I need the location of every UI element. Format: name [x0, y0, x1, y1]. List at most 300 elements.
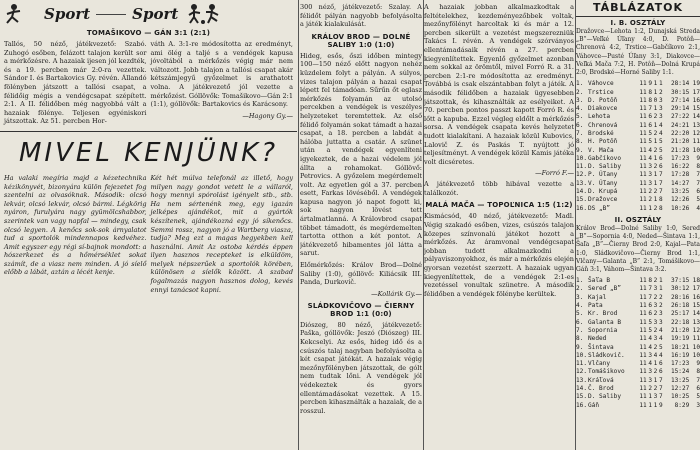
standings-cell: 1	[653, 154, 658, 162]
mala-title: MALÁ MAČA — TOPOĽNICA 1:5 (1:2)	[425, 201, 573, 210]
standings-cell: 5	[658, 343, 663, 351]
standings-cell: 11	[639, 138, 647, 146]
kralov-title: KRÁLOV BROD — DOLNÉ SALIBY 1:0 (1:0)	[311, 32, 411, 49]
standings-cell: Kr. Brod	[588, 310, 618, 318]
standings-cell: 11	[639, 285, 647, 293]
runner-icon	[4, 3, 38, 25]
standings-cell: 13:25	[670, 188, 690, 196]
standings-cell: 2	[658, 302, 663, 310]
tomasikovo-body	[0, 40, 297, 129]
standings-cell: 8	[696, 163, 700, 171]
standings-cell: 7	[658, 376, 663, 384]
standings-cell: 9.	[576, 146, 584, 154]
standings-cell: 11	[639, 277, 647, 285]
standings-cell: Č. Brod	[588, 385, 614, 393]
standings-cell: 12:26	[670, 196, 690, 204]
standings-cell: 4	[658, 130, 663, 137]
standings-cell: 8	[658, 204, 663, 212]
mivel-body	[0, 174, 297, 297]
standings-row	[576, 89, 700, 97]
standings-cell: 11	[639, 146, 647, 154]
kralov-body: Hideg, esős, őszi időben mintegy 100—150 néző előtt nagyon nehéz küzdelem folyt a pályán. A súlyos, vizes talajon pályán a hazai csapat lépett fel támadóan. Sűrűn őt eglasz mérkőzés folyamán az utolsó percekben a vendégek is veszélyes helyzeteket teremtettek. Az első félidő folyamán sokat támadt a hazai csapat, a 18. percben a labdát a hálóba juttatta a csatár. A szünet után a vendégek egyenlíteni igyekeztek, de a hazai védelem jól állta a rohamokat. Góllövő: Petrovics. A győzelem megérdemelt volt. Az egyetlen gól a 37. percben esett, Farkas lövéséből. A vendégek kapusa nagyon jó napot fogott ki, sok nagyon lövést tett ártalmatlanná. A Královbrod csapat többet támadott, és megérdemelten tartotta otthon a két pontot. A játékvezető hibamentes jól látta a sarut.	[300, 51, 422, 258]
standings-cell: 3	[658, 310, 663, 318]
standings-cell: 11	[639, 401, 647, 409]
sladkovicovo-title: SLÁDKOVIČOVO — ČIERNY BROD 1:1 (0:0)	[307, 301, 415, 318]
hazaiak-signature: —Forró F.—	[535, 169, 574, 178]
standings-cell: 1	[653, 171, 658, 179]
standings-cell: 11	[639, 105, 647, 113]
standings-cell: Pata	[588, 302, 603, 310]
standings-cell: 2	[653, 130, 658, 137]
standings-cell: 8	[696, 368, 700, 376]
standings-title: TÁBLÁZATOK	[592, 1, 684, 14]
standings-cell: 3	[658, 105, 663, 113]
tomasikovo-text-right: váth A. 3:1-re módosította az eredményt, ami ölég a taljé s a vendégek kapusa jóvoltából a mérkőzés végig már nem változott. Jobb talajon a tallósi csapat akár kétszámjegyű győzelmet is arathatott volna. A játékvezető jól vezette a mérkőzést. Góllövők: Tomašikovo—Gán 2:1 (1:1), góllövők: Bartakovics és Karácsony.	[150, 40, 293, 109]
standings-cell: 15.	[576, 393, 588, 401]
standings-row	[576, 344, 700, 352]
standings-cell: 1	[648, 393, 652, 401]
standings-cell: 7.	[576, 130, 584, 137]
column-rule	[298, 0, 299, 450]
standings-cell: 13	[692, 318, 700, 326]
standings-cell: H. Potôň	[588, 138, 618, 146]
standings-cell: 2	[648, 188, 652, 196]
standings-cell: 1	[653, 360, 658, 368]
standings-cell: 1.	[576, 277, 584, 285]
standings-cell: 1	[653, 80, 658, 88]
div1-results: Dražovce—Lehota 1:2, Dunajská Streda „B”—Veľké Úľany 4:0, D. Potôň—Chrenová 4:2, Trstice—Gabčíkovo 2:1, Váhovce—Pusté Úľany 3:1, Diakovce—Veľká Mača 7:2, H. Potôň—Dolná Krupá 2:0, Brodské—Horné Saliby 1:1.	[576, 28, 700, 77]
standings-cell: 14.	[576, 385, 588, 393]
standings-row	[576, 285, 700, 293]
standings-cell: 27:22	[670, 113, 690, 121]
standings-cell: 6	[696, 385, 700, 393]
standings-cell: 10.	[576, 154, 588, 162]
standings-cell: 16	[692, 96, 700, 104]
div2-table	[576, 277, 700, 410]
standings-cell: 4	[658, 335, 663, 343]
standings-cell: 6	[648, 113, 652, 121]
standings-cell: 4	[658, 351, 663, 359]
standings-cell: 19	[692, 80, 700, 88]
standings-cell: 7	[658, 393, 663, 401]
standings-cell: 11	[639, 335, 647, 343]
standings-cell: 11	[639, 293, 647, 301]
standings-cell: 10.	[576, 351, 588, 359]
standings-cell: 10	[692, 343, 700, 351]
standings-cell: 3	[653, 318, 658, 326]
standings-cell: Gáň	[588, 401, 600, 409]
standings-cell: 7.	[576, 326, 584, 334]
standings-cell: Brodské	[588, 130, 614, 137]
standings-cell: 10:26	[670, 204, 690, 212]
standings-cell: 2	[653, 343, 658, 351]
standings-cell: Dražovce	[588, 196, 618, 204]
standings-cell: 5	[648, 130, 652, 137]
tomasikovo-title: TOMAŠIKOVO — GÁN 3:1 (2:1)	[86, 29, 211, 37]
standings-cell: 2	[653, 163, 658, 171]
standings-cell: 16.	[576, 204, 588, 212]
standings-cell: 21:28	[670, 146, 690, 154]
standings-cell: 14	[692, 310, 700, 318]
standings-row	[576, 147, 700, 155]
standings-row	[576, 310, 700, 318]
standings-cell: 2	[653, 385, 658, 393]
div2-title: II. OSZTÁLY	[614, 215, 662, 224]
standings-row	[576, 327, 700, 335]
div1-table	[576, 80, 700, 213]
standings-cell: 2	[658, 88, 663, 96]
standings-row	[576, 171, 700, 179]
standings-cell: 14.	[576, 188, 588, 196]
standings-cell: 2	[653, 277, 658, 285]
standings-cell: 7	[658, 385, 663, 393]
standings-cell: 3	[658, 96, 663, 104]
standings-cell: 14:27	[670, 179, 690, 187]
standings-cell: 7	[658, 179, 663, 187]
standings-cell: 18	[692, 277, 700, 285]
standings-cell: Vlčany	[588, 360, 611, 368]
standings-divider	[576, 16, 700, 17]
standings-cell: 17:23	[670, 154, 690, 162]
standings-cell: 2	[653, 188, 658, 196]
standings-cell: 3.	[576, 96, 584, 104]
standings-cell: Sopornia	[588, 326, 618, 334]
tomasikovo-signature: —Hagony Gy.—	[242, 111, 293, 120]
standings-cell: 9	[696, 154, 700, 162]
standings-cell: 11	[639, 154, 647, 162]
standings-cell: 14	[692, 113, 700, 121]
sport-header	[0, 0, 297, 25]
standings-cell: 11	[639, 80, 647, 88]
standings-cell: 11	[639, 385, 647, 393]
standings-cell: 11	[639, 310, 647, 318]
standings-cell: 10:25	[670, 393, 690, 401]
standings-cell: Chrenová	[588, 121, 618, 129]
standings-cell: 1.	[576, 80, 584, 88]
standings-cell: 21:20	[670, 138, 690, 146]
standings-cell: V. Úľany	[588, 179, 618, 187]
standings-cell: 2.	[576, 285, 584, 293]
standings-cell: Šaľa B	[588, 277, 611, 285]
standings-cell: 1	[653, 179, 658, 187]
standings-cell: 1	[653, 88, 658, 96]
standings-cell: 11	[639, 188, 647, 196]
standings-cell: 2	[653, 113, 658, 121]
standings-cell: 7	[658, 171, 663, 179]
standings-cell: 2	[648, 196, 652, 204]
standings-row	[576, 319, 700, 327]
standings-cell: 11	[639, 121, 647, 129]
standings-cell: 6	[648, 310, 652, 318]
standings-cell: Neded	[588, 335, 607, 343]
standings-cell: 11	[639, 179, 647, 187]
standings-cell: 19:19	[670, 335, 690, 343]
standings-cell: 1	[653, 401, 658, 409]
standings-cell: 4.	[576, 105, 584, 113]
standings-cell: 17:23	[670, 360, 690, 368]
standings-cell: 7	[648, 105, 652, 113]
standings-cell: 4	[648, 146, 652, 154]
standings-row	[576, 385, 700, 393]
standings-cell: 6	[658, 154, 663, 162]
standings-row	[576, 138, 700, 146]
standings-cell: 13.	[576, 179, 588, 187]
sladkovicovo-body: Diószeg, 80 néző, játékvezető: Paška, góllövők: Jeszó (Diószeg) III. Kekcselyi. Az esős, hideg idő és a csúszós talaj nagyban befolyásolta a két csapat játékát. A hazaiak végig mezőnyfölényben játszottak, de gólt nem tudtak lőni. A vendégek jól védekeztek és gyors ellentámadásokat vezettek. A 15. percben kihasználták a hazaiak, de a rosszul.	[300, 320, 422, 415]
standings-cell: 3	[653, 302, 658, 310]
standings-cell: V. Mača	[588, 146, 614, 154]
standings-cell: 15	[692, 302, 700, 310]
standings-cell: 6	[658, 368, 663, 376]
standings-cell: 11	[639, 326, 647, 334]
standings-cell: 16:22	[670, 163, 690, 171]
standings-cell: 7	[648, 285, 652, 293]
standings-cell: Gabčíkovo	[588, 154, 622, 162]
standings-cell: 17	[692, 88, 700, 96]
standings-row	[576, 377, 700, 385]
standings-cell: D. Saliby	[588, 393, 622, 401]
kralov-lineup: Előmérkőzés: Králov Brod—Dolné Saliby (1:0), góllövő: Kiliácsik III. Panda, Durkovič.	[300, 261, 422, 287]
standings-cell: 6.	[576, 318, 584, 326]
kralov-signature: —Kollárik Gy.—	[371, 289, 422, 298]
standings-cell: 16.	[576, 401, 588, 409]
standings-row	[576, 352, 700, 360]
standings-cell: 11	[639, 204, 647, 212]
standings-cell: 3	[653, 335, 658, 343]
standings-cell: 30:12	[670, 285, 690, 293]
standings-cell: 22:18	[670, 318, 690, 326]
standings-cell: 1	[658, 80, 663, 88]
standings-cell: 11	[639, 368, 647, 376]
standings-cell: Kráľová	[588, 376, 614, 384]
standings-cell: 8	[658, 196, 663, 204]
standings-cell: 7	[658, 188, 663, 196]
standings-cell: 12	[692, 130, 700, 137]
standings-cell: 10	[692, 351, 700, 359]
standings-cell: 9	[658, 401, 663, 409]
standings-cell: 5.	[576, 310, 584, 318]
standings-cell: 12:27	[670, 385, 690, 393]
standings-cell: 2	[658, 293, 663, 301]
standings-cell: 5	[658, 138, 663, 146]
standings-cell: 5.	[576, 113, 584, 121]
standings-cell: 11	[639, 113, 647, 121]
standings-cell: 29:14	[670, 105, 690, 113]
standings-cell: 11	[639, 343, 647, 351]
standings-row	[576, 97, 700, 105]
standings-cell: 17:28	[670, 171, 690, 179]
standings-row	[576, 335, 700, 343]
standings-cell: 3	[648, 163, 652, 171]
standings-cell: 11	[639, 96, 647, 104]
standings-cell: 28:14	[670, 80, 690, 88]
standings-row	[576, 402, 700, 410]
standings-cell: Kajal	[588, 293, 607, 301]
standings-cell: 3	[648, 171, 652, 179]
standings-cell: 5	[648, 138, 652, 146]
standings-cell: D. Krupá	[588, 188, 618, 196]
standings-cell: 13	[692, 121, 700, 129]
standings-cell: 5	[696, 393, 700, 401]
standings-cell: 6	[696, 188, 700, 196]
standings-row	[576, 180, 700, 188]
standings-cell: 7	[648, 293, 652, 301]
standings-cell: 2	[653, 368, 658, 376]
standings-cell: Diakovce	[588, 105, 618, 113]
hazaiak-referee: A játékvezető több hibával vezette a találkozót.	[424, 180, 574, 197]
left-column	[0, 0, 297, 450]
standings-cell: 3	[648, 368, 652, 376]
standings-cell: 8	[648, 88, 652, 96]
mivel-title: MIVEL KENJÜNK?	[19, 137, 278, 168]
standings-cell: 3.	[576, 293, 584, 301]
standings-cell: 11	[639, 351, 647, 359]
standings-cell: 37:15	[670, 277, 690, 285]
standings-cell: 1	[653, 105, 658, 113]
standings-cell: 4.	[576, 302, 584, 310]
section-divider	[0, 131, 297, 132]
standings-cell: 1	[648, 204, 652, 212]
standings-cell: 21:20	[670, 326, 690, 334]
standings-cell: 2.	[576, 88, 584, 96]
standings-cell: 11.	[576, 163, 588, 171]
standings-column	[576, 0, 700, 450]
standings-cell: 10	[692, 146, 700, 154]
standings-cell: 16:19	[670, 351, 690, 359]
standings-cell: 15:24	[670, 368, 690, 376]
standings-cell: Tomášikovo	[588, 368, 625, 376]
standings-cell: 9	[648, 80, 652, 88]
standings-cell: 6	[648, 302, 652, 310]
standings-cell: 11	[639, 376, 647, 384]
standings-cell: 13:25	[670, 376, 690, 384]
standings-cell: 12.	[576, 368, 588, 376]
standings-row	[576, 205, 700, 213]
standings-cell: 17	[692, 285, 700, 293]
mala-body: Kismácsód, 40 néző, játékvezető: Madl. Végig szakadó esőben, vizes, csúszós talajon közepes színvonalú játékot hozott a mérkőzés. Az áramvonal vendégcsapat jobban tudott alkalmazkodni a pályaviszonyokhoz, és már a mérkőzés elején gyorsan vezetést szerzett. A hazaiak ugyan kiegyenlítettek, de a vendégek 2:1-es vezetéssel vonultak szünetre. A második félidőben a vendégek fölénybe kerültek.	[424, 212, 574, 298]
standings-cell: 4	[648, 154, 652, 162]
standings-row	[576, 368, 700, 376]
standings-cell: 9	[696, 360, 700, 368]
standings-cell: P. Úľany	[588, 171, 618, 179]
standings-cell: 3	[653, 393, 658, 401]
standings-cell: 13.	[576, 376, 588, 384]
kralov-intro: 300 néző, játékvezető: Szalay. A félidőt pályán nagyobb befolyásolta a játék kialakulását.	[300, 3, 422, 29]
standings-cell: 7	[696, 171, 700, 179]
standings-cell: 5	[648, 326, 652, 334]
standings-cell: 12	[692, 326, 700, 334]
standings-cell: 8.	[576, 335, 584, 343]
standings-cell: 4	[648, 335, 652, 343]
standings-cell: 11	[639, 130, 647, 137]
standings-cell: 16	[692, 293, 700, 301]
standings-cell: 2	[648, 385, 652, 393]
standings-cell: 1	[653, 121, 658, 129]
standings-row	[576, 80, 700, 88]
hazaiak-body: A hazaiak jobban alkalmazkodtak a feltételekhez, kezdeményezőbbek voltak, mezőnyfölényt harcoltak ki és már a 12. percben sikerült a vezetést megszerezniük Takács I. révén. A vendégek szórványos ellentámadásaik révén a 27. percben kiegyenlítettek. Egyenlő győzelmet azonban nem sokkal az örömtől, mivel Forró R. a 31. percben 2:1-re módosította az eredményt. Továbbá is csak elszántabban folyt a játék. A második félidőben a hazaiak ügyesebben játszottak, és kihasználták az esélyeiket. A 70. percben pontos passzt kapott Forró R. és lőtt a kapuba. Ezzel végleg eldőlt a mérkőzés sorsa. A vendégek csapata kevés helyzetet tudott kialakítani. A hazaiak közül Kubovics, Lalovič Z. és Paskás T. nyújtott jó teljesítményt. A vendégek közül Kamis játéka volt dicséretes.	[424, 3, 574, 166]
standings-cell: 12.	[576, 171, 588, 179]
standings-row	[576, 113, 700, 121]
standings-cell: 3	[696, 401, 700, 409]
standings-cell: 4	[696, 204, 700, 212]
standings-cell: 4	[653, 351, 658, 359]
standings-cell: 8	[648, 96, 652, 104]
standings-cell: 5	[696, 196, 700, 204]
mivel-text-left: Ha valaki megíria majd a kézetechnika kézikönyvét, bizonyára külön fejezetet fog szentelni az olvasóknak. Második: olcsó lekvár, olcsó lekvár, olcsó bármi. Légkörig nyáron, furulyára nagy gyümölcshabbor, szerintek van vagy napfal — mindegy, csak olcsó legyen. A kenőcs sok-sok árnyalatot tud a sportolók mindennapos kedvéhez. Amit egyszer egy régi sí-bajnok mondott: a hószerkezet és a hőmérséklet sokat számít, de a viasz nem minden. A jó síelő előbb a lábát, aztán a lécét kenje.	[4, 173, 147, 277]
standings-cell: 3	[658, 113, 663, 121]
sport-logo-right: Sport	[132, 5, 179, 23]
standings-cell: 24:21	[670, 121, 690, 129]
standings-cell: 3	[648, 376, 652, 384]
standings-cell: Šintava	[588, 343, 614, 351]
standings-cell: 2	[653, 293, 658, 301]
standings-cell: 8	[648, 277, 652, 285]
standings-row	[576, 393, 700, 401]
standings-cell: 1	[658, 285, 663, 293]
standings-cell: 30:15	[670, 88, 690, 96]
logo-divider	[96, 14, 126, 15]
standings-cell: 1	[658, 277, 663, 285]
standings-row	[576, 122, 700, 130]
standings-row	[576, 277, 700, 285]
standings-cell: 6.	[576, 121, 584, 129]
standings-row	[576, 294, 700, 302]
mivel-text-right: Két hét múlva telefonál az illető, hogy milyen nagy gondot vetett le a vállaról, hogy mennyi spórolást igényelt stb., stb. Ha nem sértenénk meg, egy igazán jelképes ajándékot, mit a gyártók készítenek, ajándékozná egy jó síkenőcs. Semmi rossz, nagyon jó a Wartberg viasza, tudja? Meg ezt a magas hegyekben kell használni. Amit Az ostoba kérdés éppen ilyen hasznos recepteket is elküldöm, melyek népszerűek a sportolók körében, különösen a síelők között. A szabad fogalmazás nagyon hasznos dolog, kevés ennyi tanácsot kapni.	[150, 173, 293, 294]
standings-cell: 6	[658, 360, 663, 368]
div2-results: Králov Brod—Dolné Saliby 1:0, Sereď „B”—Sopornia 4:0, Neded—Šintava 1:1, Šaľa „B”—Čierny Brod 2:0, Kajal—Pata 1:0, Sládkovičovo—Čierny Brod 1:1, Vlčany—Galanta „B” 2:1, Tomášikovo—Gáň 3:1, Váhom—Šintava 3:2.	[576, 224, 700, 273]
standings-cell: 1	[653, 376, 658, 384]
standings-cell: 4	[648, 360, 652, 368]
standings-cell: 11	[692, 138, 700, 146]
standings-cell: 1	[648, 401, 652, 409]
div1-title: I. B. OSZTÁLY	[610, 19, 666, 27]
standings-row	[576, 105, 700, 113]
standings-cell: 2	[653, 146, 658, 154]
standings-cell: 18:21	[670, 343, 690, 351]
standings-cell: 11	[639, 393, 647, 401]
standings-cell: 2	[653, 204, 658, 212]
standings-cell: 8.	[576, 138, 584, 146]
standings-cell: 5	[658, 146, 663, 154]
standings-cell: 15	[692, 105, 700, 113]
standings-cell: 26:18	[670, 302, 690, 310]
standings-row	[576, 196, 700, 204]
standings-cell: 8:29	[674, 401, 690, 409]
standings-row	[576, 155, 700, 163]
standings-cell: 7	[696, 376, 700, 384]
standings-cell: 11	[692, 335, 700, 343]
standings-cell: 1	[653, 196, 658, 204]
standings-cell: D. Saliby	[588, 163, 622, 171]
standings-cell: Trstice	[588, 88, 614, 96]
standings-cell: 4	[658, 326, 663, 334]
standings-cell: Sládkovič.	[588, 351, 625, 359]
standings-cell: 3	[648, 351, 652, 359]
standings-cell: Sereď „B”	[588, 285, 622, 293]
standings-cell: 6	[658, 163, 663, 171]
standings-cell: 2	[653, 310, 658, 318]
standings-cell: 2	[653, 326, 658, 334]
standings-cell: D. Potôň	[588, 96, 618, 104]
football-players-icon	[184, 3, 224, 25]
standings-cell: 11.	[576, 360, 588, 368]
standings-cell: 15.	[576, 196, 588, 204]
standings-row	[576, 302, 700, 310]
standings-cell: 25:17	[670, 310, 690, 318]
sport-logo-left: Sport	[44, 5, 91, 23]
tomasikovo-text-left: Tallós, 50 néző, játékvezető: Szabó. Zuhogó esőben, felázott talajon került sor a mérkőzésre. A hazaiak ijesen jól kezdték, és a 19. percben már 2:0-ra vezettek. Sándor I. és Bartakovics Gy. révén. Állandó fölényben játszott a tallósi csapat, a félidőig mégis a vendégcsapat szépített. 2:1. A II. félidőben még nagyobbá vált a hazaiak fölénye. Teljesen egyéniskori játszottak. Az 51. percben Hor-	[4, 40, 147, 126]
standings-cell: 4	[648, 343, 652, 351]
standings-cell: 3	[658, 318, 663, 326]
